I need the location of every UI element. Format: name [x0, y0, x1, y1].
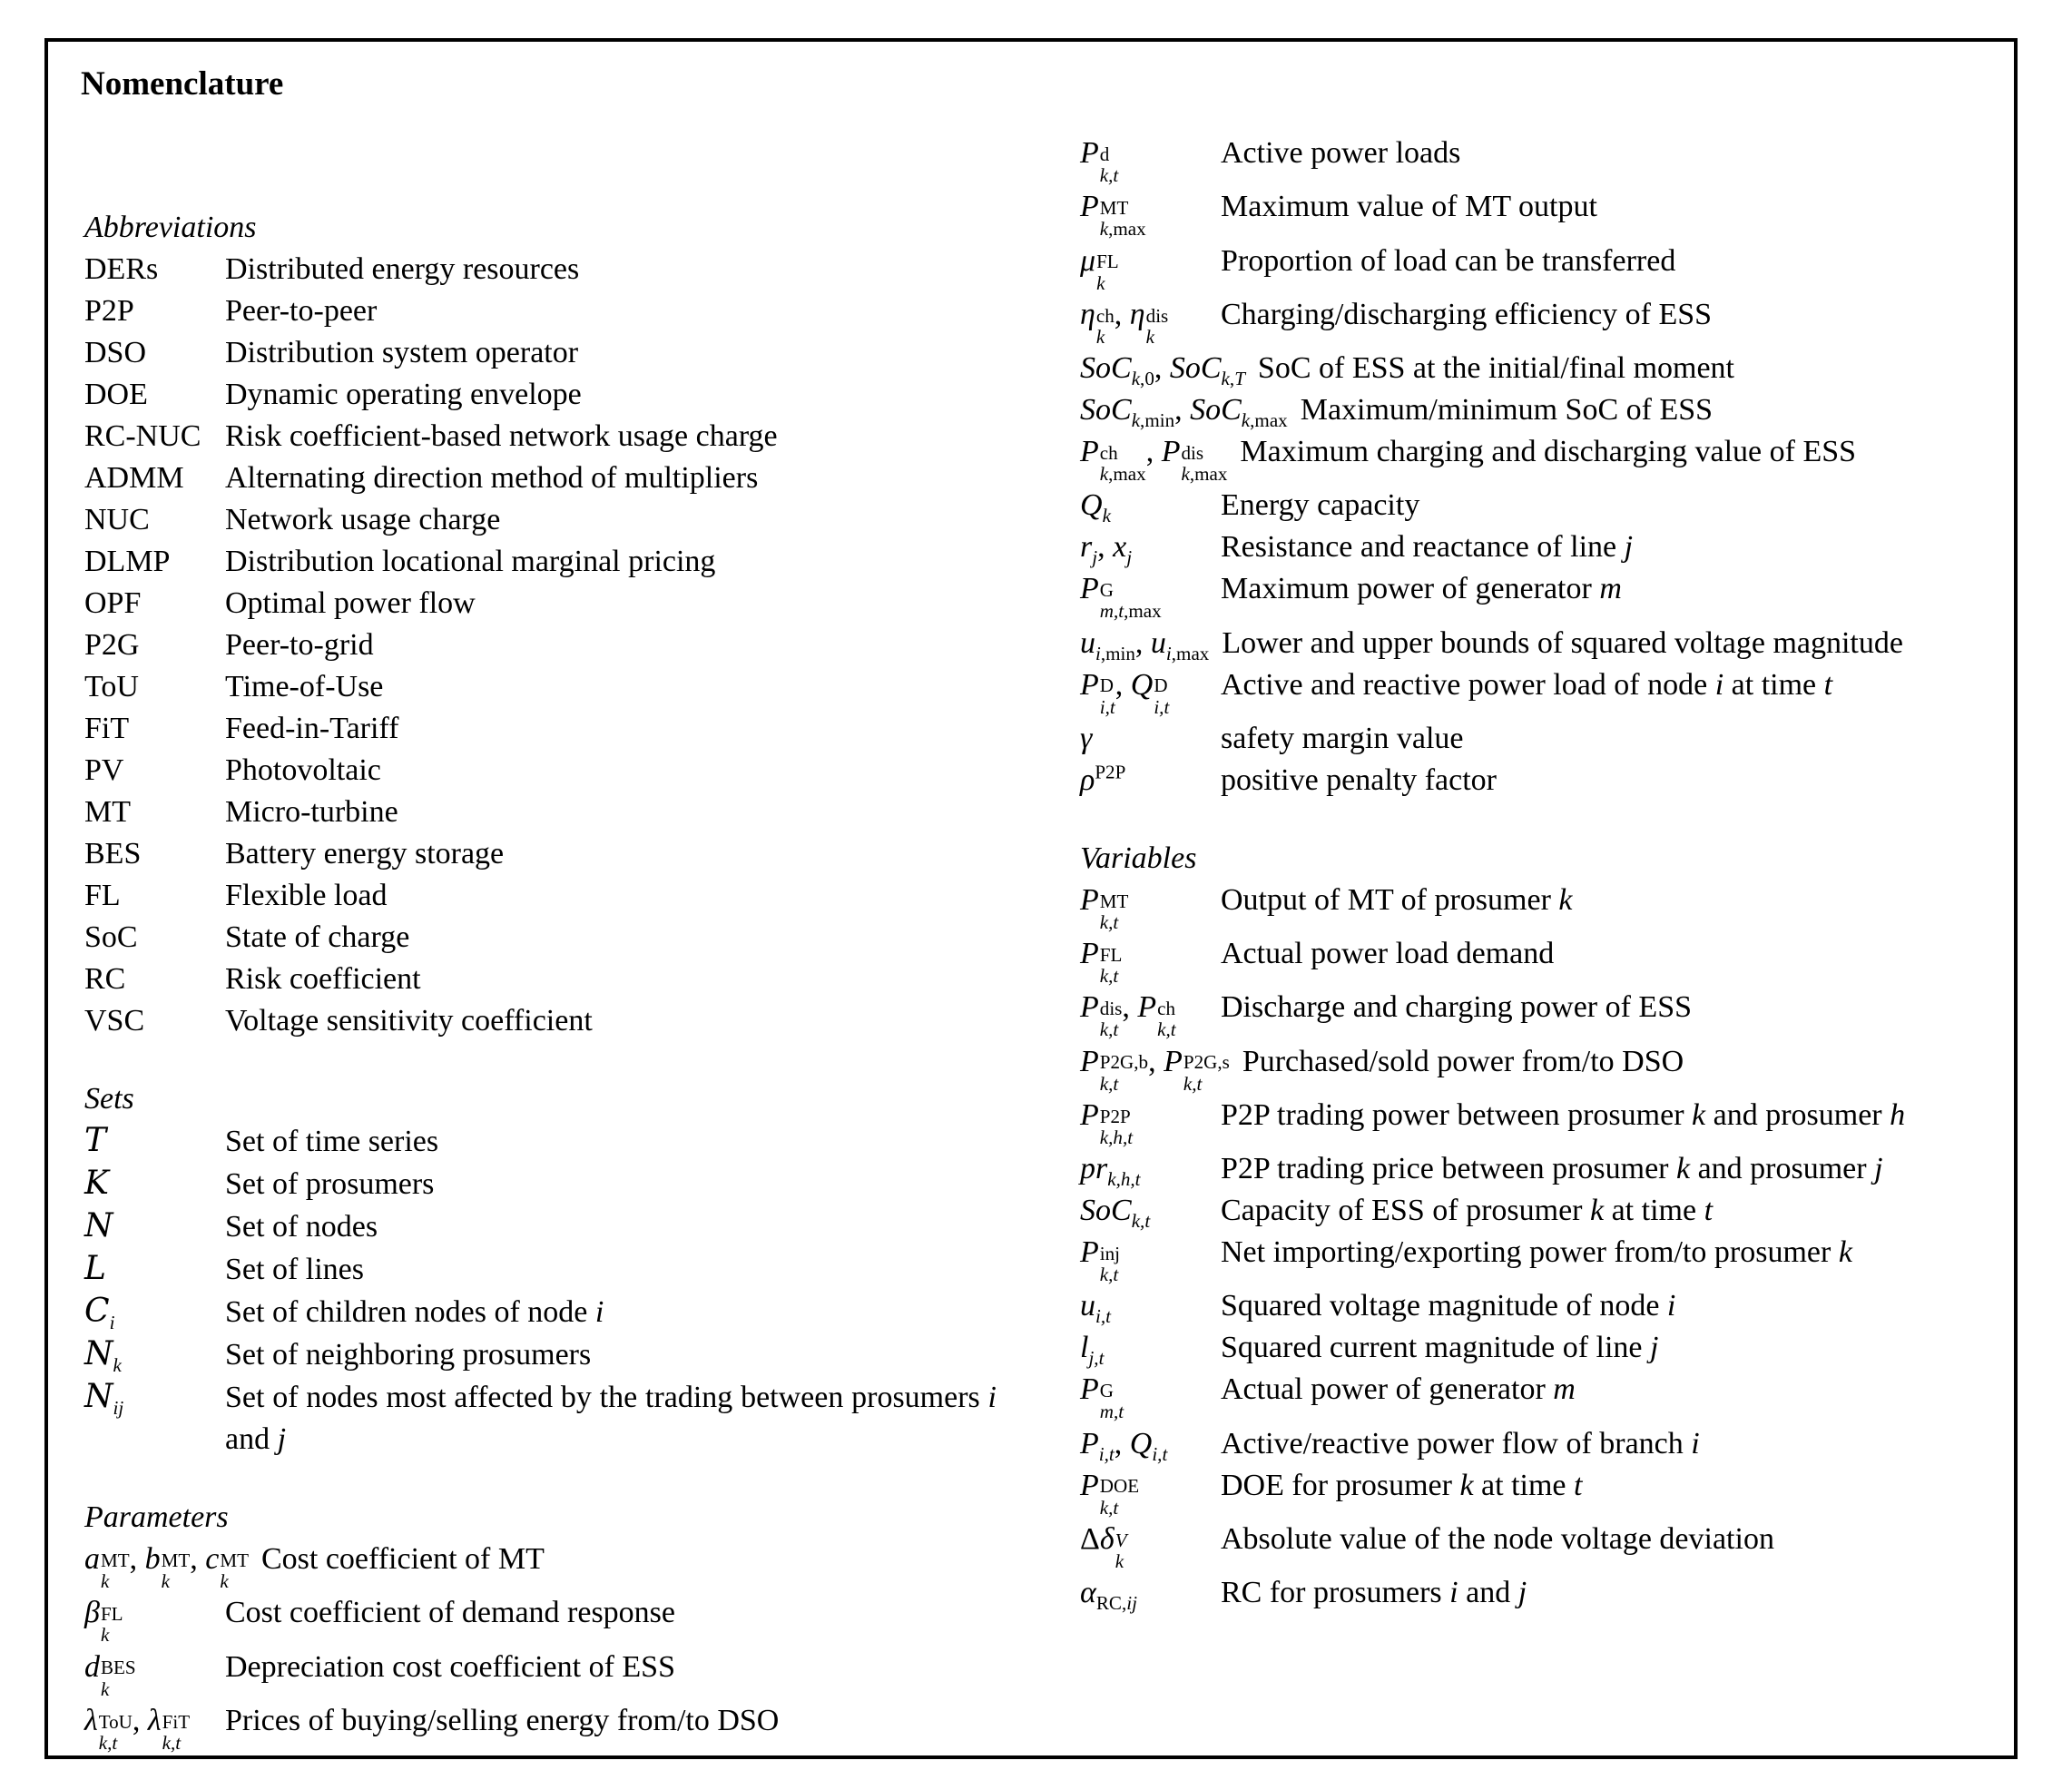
- nomenclature-entry: [84, 1120, 997, 1163]
- entry-description: Depreciation cost coefficient of ESS: [225, 1649, 675, 1684]
- entry-symbol: $r_j$, $x_j$: [1080, 530, 1133, 569]
- entry-symbol: SoC$_{k,min}$, SoC$_{k,max}$: [1080, 393, 1288, 431]
- entry-description: RC for prosumers i and j: [1221, 1576, 1527, 1609]
- entry-description: Risk coefficient: [225, 962, 421, 996]
- nomenclature-entry: [84, 1000, 997, 1042]
- entry-description: Purchased/sold power from/to DSO: [1242, 1044, 1684, 1078]
- nomenclature-entry: [1080, 718, 1979, 760]
- entry-symbol: FiT: [84, 712, 130, 745]
- nomenclature-entry: [84, 1248, 997, 1291]
- entry-symbol: FL: [84, 879, 121, 912]
- entry-description: State of charge: [225, 920, 410, 954]
- entry-description: Capacity of ESS of prosumer k at time t: [1221, 1194, 1714, 1227]
- nomenclature-entry: [1080, 241, 1979, 294]
- entry-symbol: ADMM: [84, 461, 184, 495]
- nomenclature-entry: [84, 666, 997, 708]
- entry-description: Alternating direction method of multipliers: [225, 461, 759, 495]
- nomenclature-entry: [1080, 1148, 1979, 1190]
- nomenclature-entry: [84, 1376, 997, 1460]
- entry-description: Active and reactive power load of node i at time t: [1221, 667, 1833, 702]
- entry-symbol: P2G: [84, 628, 140, 662]
- nomenclature-entry: [84, 833, 997, 875]
- entry-symbol: P2P: [84, 294, 134, 328]
- section: [84, 1497, 997, 1754]
- entry-description: Network usage charge: [225, 503, 501, 536]
- nomenclature-entry: [84, 1539, 997, 1592]
- section-heading: Sets: [84, 1082, 134, 1116]
- nomenclature-entry: [1080, 880, 1979, 933]
- entry-description: Actual power of generator m: [1221, 1372, 1576, 1407]
- entry-description: Distribution locational marginal pricing: [225, 545, 716, 578]
- entry-symbol: $N_k$: [84, 1335, 122, 1376]
- entry-description: Set of nodes: [225, 1210, 378, 1244]
- nomenclature-entry: [1080, 1423, 1979, 1465]
- entry-symbol: $u_{i,t}$: [1080, 1289, 1111, 1328]
- entry-symbol: $\rho^{P2P}$: [1080, 761, 1126, 797]
- entry-description: Maximum/minimum SoC of ESS: [1300, 393, 1714, 427]
- entry-symbol: N: [84, 1207, 113, 1244]
- section: [84, 207, 997, 1042]
- entry-symbol: DERs: [84, 252, 159, 286]
- nomenclature-entry: [84, 1700, 997, 1754]
- entry-symbol: a MT k , b MT k , c MT k: [84, 1542, 249, 1593]
- nomenclature-entry: [1080, 568, 1979, 622]
- nomenclature-entry: [1080, 933, 1979, 987]
- entry-description: Energy capacity: [1221, 488, 1420, 523]
- entry-symbol: DLMP: [84, 545, 171, 578]
- section: [84, 1078, 997, 1460]
- entry-symbol: γ: [1080, 721, 1093, 755]
- entry-description: Distributed energy resources: [225, 252, 580, 286]
- nomenclature-entry: [1080, 526, 1979, 568]
- entry-description: positive penalty factor: [1221, 762, 1498, 797]
- entry-symbol: ToU: [84, 670, 139, 703]
- entry-symbol: T: [84, 1122, 107, 1159]
- nomenclature-entry: [1080, 1190, 1979, 1232]
- entry-description: P2P trading power between prosumer k and prosumer h: [1221, 1097, 1906, 1132]
- entry-description: Voltage sensitivity coefficient: [225, 1004, 593, 1038]
- entry-symbol: λ ToU k,t , λ FiT k,t: [84, 1703, 191, 1754]
- entry-symbol: OPF: [84, 586, 142, 620]
- entry-symbol: P FL k,t: [1080, 937, 1123, 988]
- page-title: Nomenclature: [81, 65, 284, 103]
- entry-description: SoC of ESS at the initial/final moment: [1257, 351, 1734, 385]
- nomenclature-entry: [1080, 1041, 1979, 1095]
- entry-description: Set of children nodes of node i: [225, 1295, 604, 1329]
- nomenclature-entry: [1080, 1369, 1979, 1422]
- nomenclature-entry: [1080, 1519, 1979, 1572]
- nomenclature-entry: [84, 416, 997, 457]
- entry-symbol: DSO: [84, 336, 147, 369]
- nomenclature-entry: [84, 624, 997, 666]
- entry-description: Active power loads: [1221, 136, 1461, 170]
- nomenclature-entry: [84, 583, 997, 624]
- nomenclature-entry: [84, 1291, 997, 1333]
- nomenclature-entry: [1080, 760, 1979, 801]
- nomenclature-box: [44, 38, 2018, 1759]
- entry-description: Optimal power flow: [225, 586, 476, 620]
- nomenclature-entry: [1080, 664, 1979, 718]
- entry-symbol: VSC: [84, 1004, 145, 1038]
- entry-symbol: NUC: [84, 503, 150, 536]
- nomenclature-entry: [84, 541, 997, 583]
- entry-description: Set of nodes most affected by the trading between prosumers i and j: [225, 1381, 997, 1456]
- nomenclature-entry: [84, 332, 997, 374]
- entry-description: Discharge and charging power of ESS: [1221, 990, 1693, 1025]
- entry-symbol: P d k,t: [1080, 136, 1119, 187]
- entry-symbol: $Q_k$: [1080, 488, 1111, 527]
- entry-description: Set of prosumers: [225, 1167, 435, 1201]
- entry-symbol: d BES k: [84, 1649, 136, 1700]
- entry-description: Battery energy storage: [225, 837, 505, 870]
- nomenclature-entry: [1080, 348, 1979, 389]
- entry-symbol: $N_{ij}$: [84, 1378, 124, 1419]
- entry-symbol: $pr_{k,h,t}$: [1080, 1152, 1141, 1190]
- nomenclature-entry: [1080, 294, 1979, 348]
- nomenclature-entry: [1080, 485, 1979, 526]
- entry-description: Feed-in-Tariff: [225, 712, 399, 745]
- entry-description: Distribution system operator: [225, 336, 579, 369]
- entry-symbol: P dis k,t , P ch k,t: [1080, 990, 1176, 1041]
- entry-symbol: SoC$_{k,0}$, SoC$_{k,T}$: [1080, 351, 1245, 389]
- section: [1080, 133, 1979, 801]
- entry-description: Resistance and reactance of line j: [1221, 530, 1634, 565]
- entry-symbol: μ FL k: [1080, 243, 1119, 294]
- entry-symbol: K: [84, 1165, 109, 1202]
- entry-symbol: $u_{i,min}$, $u_{i,max}$: [1080, 625, 1210, 664]
- entry-symbol: P P2G,b k,t , P P2G,s k,t: [1080, 1044, 1230, 1095]
- entry-description: Set of time series: [225, 1125, 439, 1158]
- entry-description: Peer-to-peer: [225, 294, 378, 328]
- entry-symbol: P MT k,t: [1080, 882, 1129, 933]
- entry-description: Risk coefficient-based network usage charge: [225, 419, 778, 453]
- entry-description: safety margin value: [1221, 721, 1464, 755]
- entry-symbol: SoC: [84, 920, 138, 954]
- section-heading: Parameters: [84, 1500, 229, 1534]
- entry-symbol: RC: [84, 962, 126, 996]
- entry-description: Cost coefficient of demand response: [225, 1596, 676, 1630]
- entry-description: P2P trading price between prosumer k and prosumer j: [1221, 1152, 1883, 1185]
- entry-symbol: P P2P k,h,t: [1080, 1097, 1134, 1148]
- entry-symbol: BES: [84, 837, 142, 870]
- entry-description: Charging/discharging efficiency of ESS: [1221, 297, 1713, 331]
- right-column: [1080, 133, 1979, 1614]
- nomenclature-entry: [84, 1163, 997, 1205]
- nomenclature-entry: [1080, 389, 1979, 431]
- entry-symbol: MT: [84, 795, 131, 829]
- section-heading: Variables: [1080, 841, 1197, 875]
- entry-symbol: $C_i$: [84, 1293, 115, 1333]
- entry-symbol: Δδ V k: [1080, 1521, 1127, 1572]
- entry-description: Set of lines: [225, 1253, 364, 1286]
- entry-symbol: P inj k,t: [1080, 1235, 1121, 1286]
- nomenclature-entry: [84, 750, 997, 792]
- left-column: [84, 207, 997, 1754]
- nomenclature-entry: [1080, 133, 1979, 186]
- nomenclature-entry: [1080, 1232, 1979, 1285]
- entry-symbol: DOE: [84, 378, 148, 411]
- nomenclature-entry: [1080, 987, 1979, 1040]
- nomenclature-entry: [84, 1647, 997, 1700]
- entry-description: Set of neighboring prosumers: [225, 1338, 592, 1372]
- nomenclature-entry: [1080, 1465, 1979, 1519]
- nomenclature-entry: [84, 499, 997, 541]
- entry-symbol: P MT k,max: [1080, 190, 1146, 241]
- entry-symbol: $l_{j,t}$: [1080, 1331, 1105, 1370]
- nomenclature-entry: [84, 457, 997, 499]
- nomenclature-entry: [1080, 1285, 1979, 1327]
- nomenclature-entry: [84, 249, 997, 290]
- entry-description: Absolute value of the node voltage deviation: [1221, 1521, 1774, 1556]
- entry-description: DOE for prosumer k at time t: [1221, 1468, 1583, 1502]
- nomenclature-entry: [84, 792, 997, 833]
- entry-description: Proportion of load can be transferred: [1221, 243, 1676, 278]
- entry-description: Lower and upper bounds of squared voltage magnitude: [1222, 625, 1903, 660]
- entry-description: Flexible load: [225, 879, 388, 912]
- entry-description: Maximum charging and discharging value of ESS: [1240, 435, 1857, 468]
- nomenclature-entry: [84, 1592, 997, 1646]
- nomenclature-entry: [1080, 431, 1979, 485]
- entry-description: Dynamic operating envelope: [225, 378, 582, 411]
- entry-description: Output of MT of prosumer k: [1221, 882, 1573, 917]
- entry-description: Maximum power of generator m: [1221, 572, 1622, 606]
- entry-symbol: P DOE k,t: [1080, 1468, 1140, 1519]
- entry-symbol: P ch k,max , P dis k,max: [1080, 435, 1228, 486]
- entry-description: Time-of-Use: [225, 670, 384, 703]
- entry-description: Prices of buying/selling energy from/to DSO: [225, 1703, 780, 1737]
- entry-symbol: P G m,t: [1080, 1372, 1124, 1423]
- entry-description: Squared current magnitude of line j: [1221, 1331, 1659, 1365]
- entry-description: Net importing/exporting power from/to prosumer k: [1221, 1235, 1852, 1269]
- entry-symbol: P G m,t,max: [1080, 572, 1162, 623]
- nomenclature-entry: [1080, 1327, 1979, 1369]
- nomenclature-entry: [84, 290, 997, 332]
- entry-description: Actual power load demand: [1221, 937, 1555, 970]
- section: [1080, 838, 1979, 1614]
- entry-description: Photovoltaic: [225, 753, 381, 787]
- section-heading: Abbreviations: [84, 211, 257, 244]
- nomenclature-entry: [84, 917, 997, 959]
- entry-description: Maximum value of MT output: [1221, 190, 1597, 224]
- entry-description: Squared voltage magnitude of node i: [1221, 1289, 1676, 1323]
- entry-symbol: β FL k: [84, 1596, 123, 1647]
- entry-symbol: L: [84, 1250, 106, 1287]
- nomenclature-entry: [1080, 1095, 1979, 1148]
- nomenclature-entry: [1080, 186, 1979, 240]
- entry-symbol: P D i,t , Q D i,t: [1080, 667, 1170, 718]
- nomenclature-entry: [84, 374, 997, 416]
- entry-symbol: $\alpha_{RC,ij}$: [1080, 1576, 1137, 1614]
- entry-description: Active/reactive power flow of branch i: [1221, 1426, 1700, 1460]
- entry-symbol: RC-NUC: [84, 419, 201, 453]
- nomenclature-entry: [84, 708, 997, 750]
- nomenclature-entry: [84, 1333, 997, 1376]
- nomenclature-entry: [84, 959, 997, 1000]
- entry-description: Peer-to-grid: [225, 628, 374, 662]
- nomenclature-entry: [84, 1205, 997, 1248]
- entry-description: Cost coefficient of MT: [260, 1542, 545, 1576]
- entry-symbol: η ch k , η dis k: [1080, 297, 1169, 348]
- nomenclature-entry: [84, 875, 997, 917]
- entry-symbol: SoC$_{k,t}$: [1080, 1194, 1151, 1232]
- entry-symbol: $P_{i,t}$, $Q_{i,t}$: [1080, 1426, 1168, 1465]
- nomenclature-entry: [1080, 623, 1979, 664]
- nomenclature-entry: [1080, 1572, 1979, 1614]
- entry-symbol: PV: [84, 753, 124, 787]
- entry-description: Micro-turbine: [225, 795, 398, 829]
